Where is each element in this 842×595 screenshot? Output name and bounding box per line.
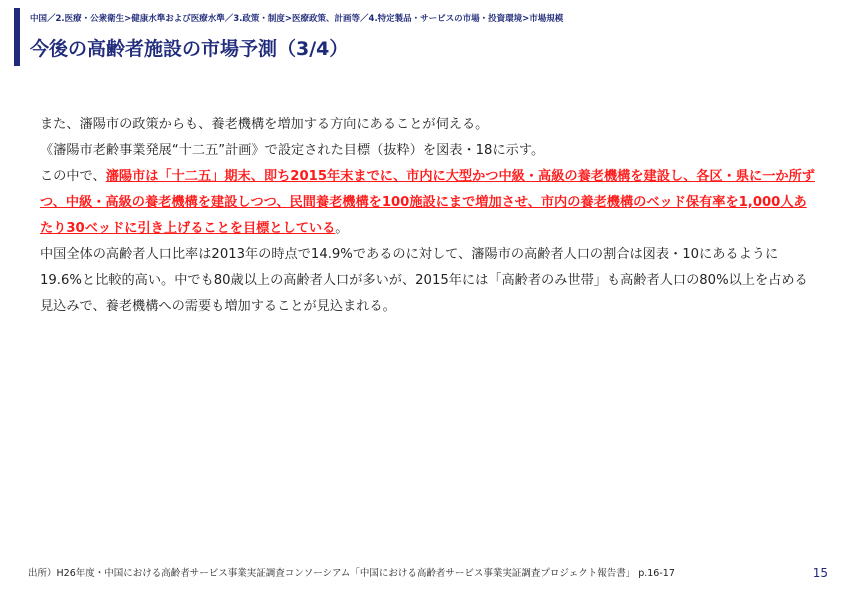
paragraph-2: 《瀋陽市老齢事業発展“十二五”計画》で設定された目標（抜粋）を図表・18に示す。: [40, 143, 545, 158]
body-text: [27, 112, 817, 320]
page-number: 15: [812, 566, 828, 580]
breadcrumb: 中国／2.医療・公衆衛生>健康水準および医療水準／3.政策・制度>医療政策、計画等／4.特定製品・サービスの市場・投資環境>市場規模: [30, 14, 564, 24]
paragraph-4: 中国全体の高齢者人口比率は2013年の時点で14.9%であるのに対して、瀋陽市の高齢者人口の割合は図表・10にあるように19.6%と比較的高い。中でも80歳以上の高齢者人口が多いが、2015年には「高齢者のみ世帯」も高齢者人口の80%以上を占める見込みで、養老機構への需要も増加することが見込まれる。: [40, 247, 808, 314]
paragraph-3: [27, 164, 817, 242]
emphasis-text: 瀋陽市は「十二五」期末、即ち2015年末までに、市内に大型かつ中級・高級の養老機構を建設し、各区・県に一か所ずつ、中級・高級の養老機構を建設しつつ、民間養老機構を100施設にまで増加させ、市内の養老機構のベッド保有率を1,000人あたり30ベッドに引き上げることを目標としている: [40, 169, 815, 236]
paragraph-3-lead: この中で、: [40, 169, 106, 184]
title-accent-bar: [14, 8, 20, 66]
paragraph-1: また、瀋陽市の政策からも、養老機構を増加する方向にあることが伺える。: [40, 117, 489, 132]
source-note: 出所）H26年度・中国における高齢者サービス事業実証調査コンソーシアム「中国における高齢者サービス事業実証調査プロジェクト報告書」 p.16-17: [28, 568, 675, 579]
paragraph-3-tail: 。: [335, 221, 349, 236]
page-title: 今後の高齢者施設の市場予測（3/4）: [30, 38, 349, 60]
